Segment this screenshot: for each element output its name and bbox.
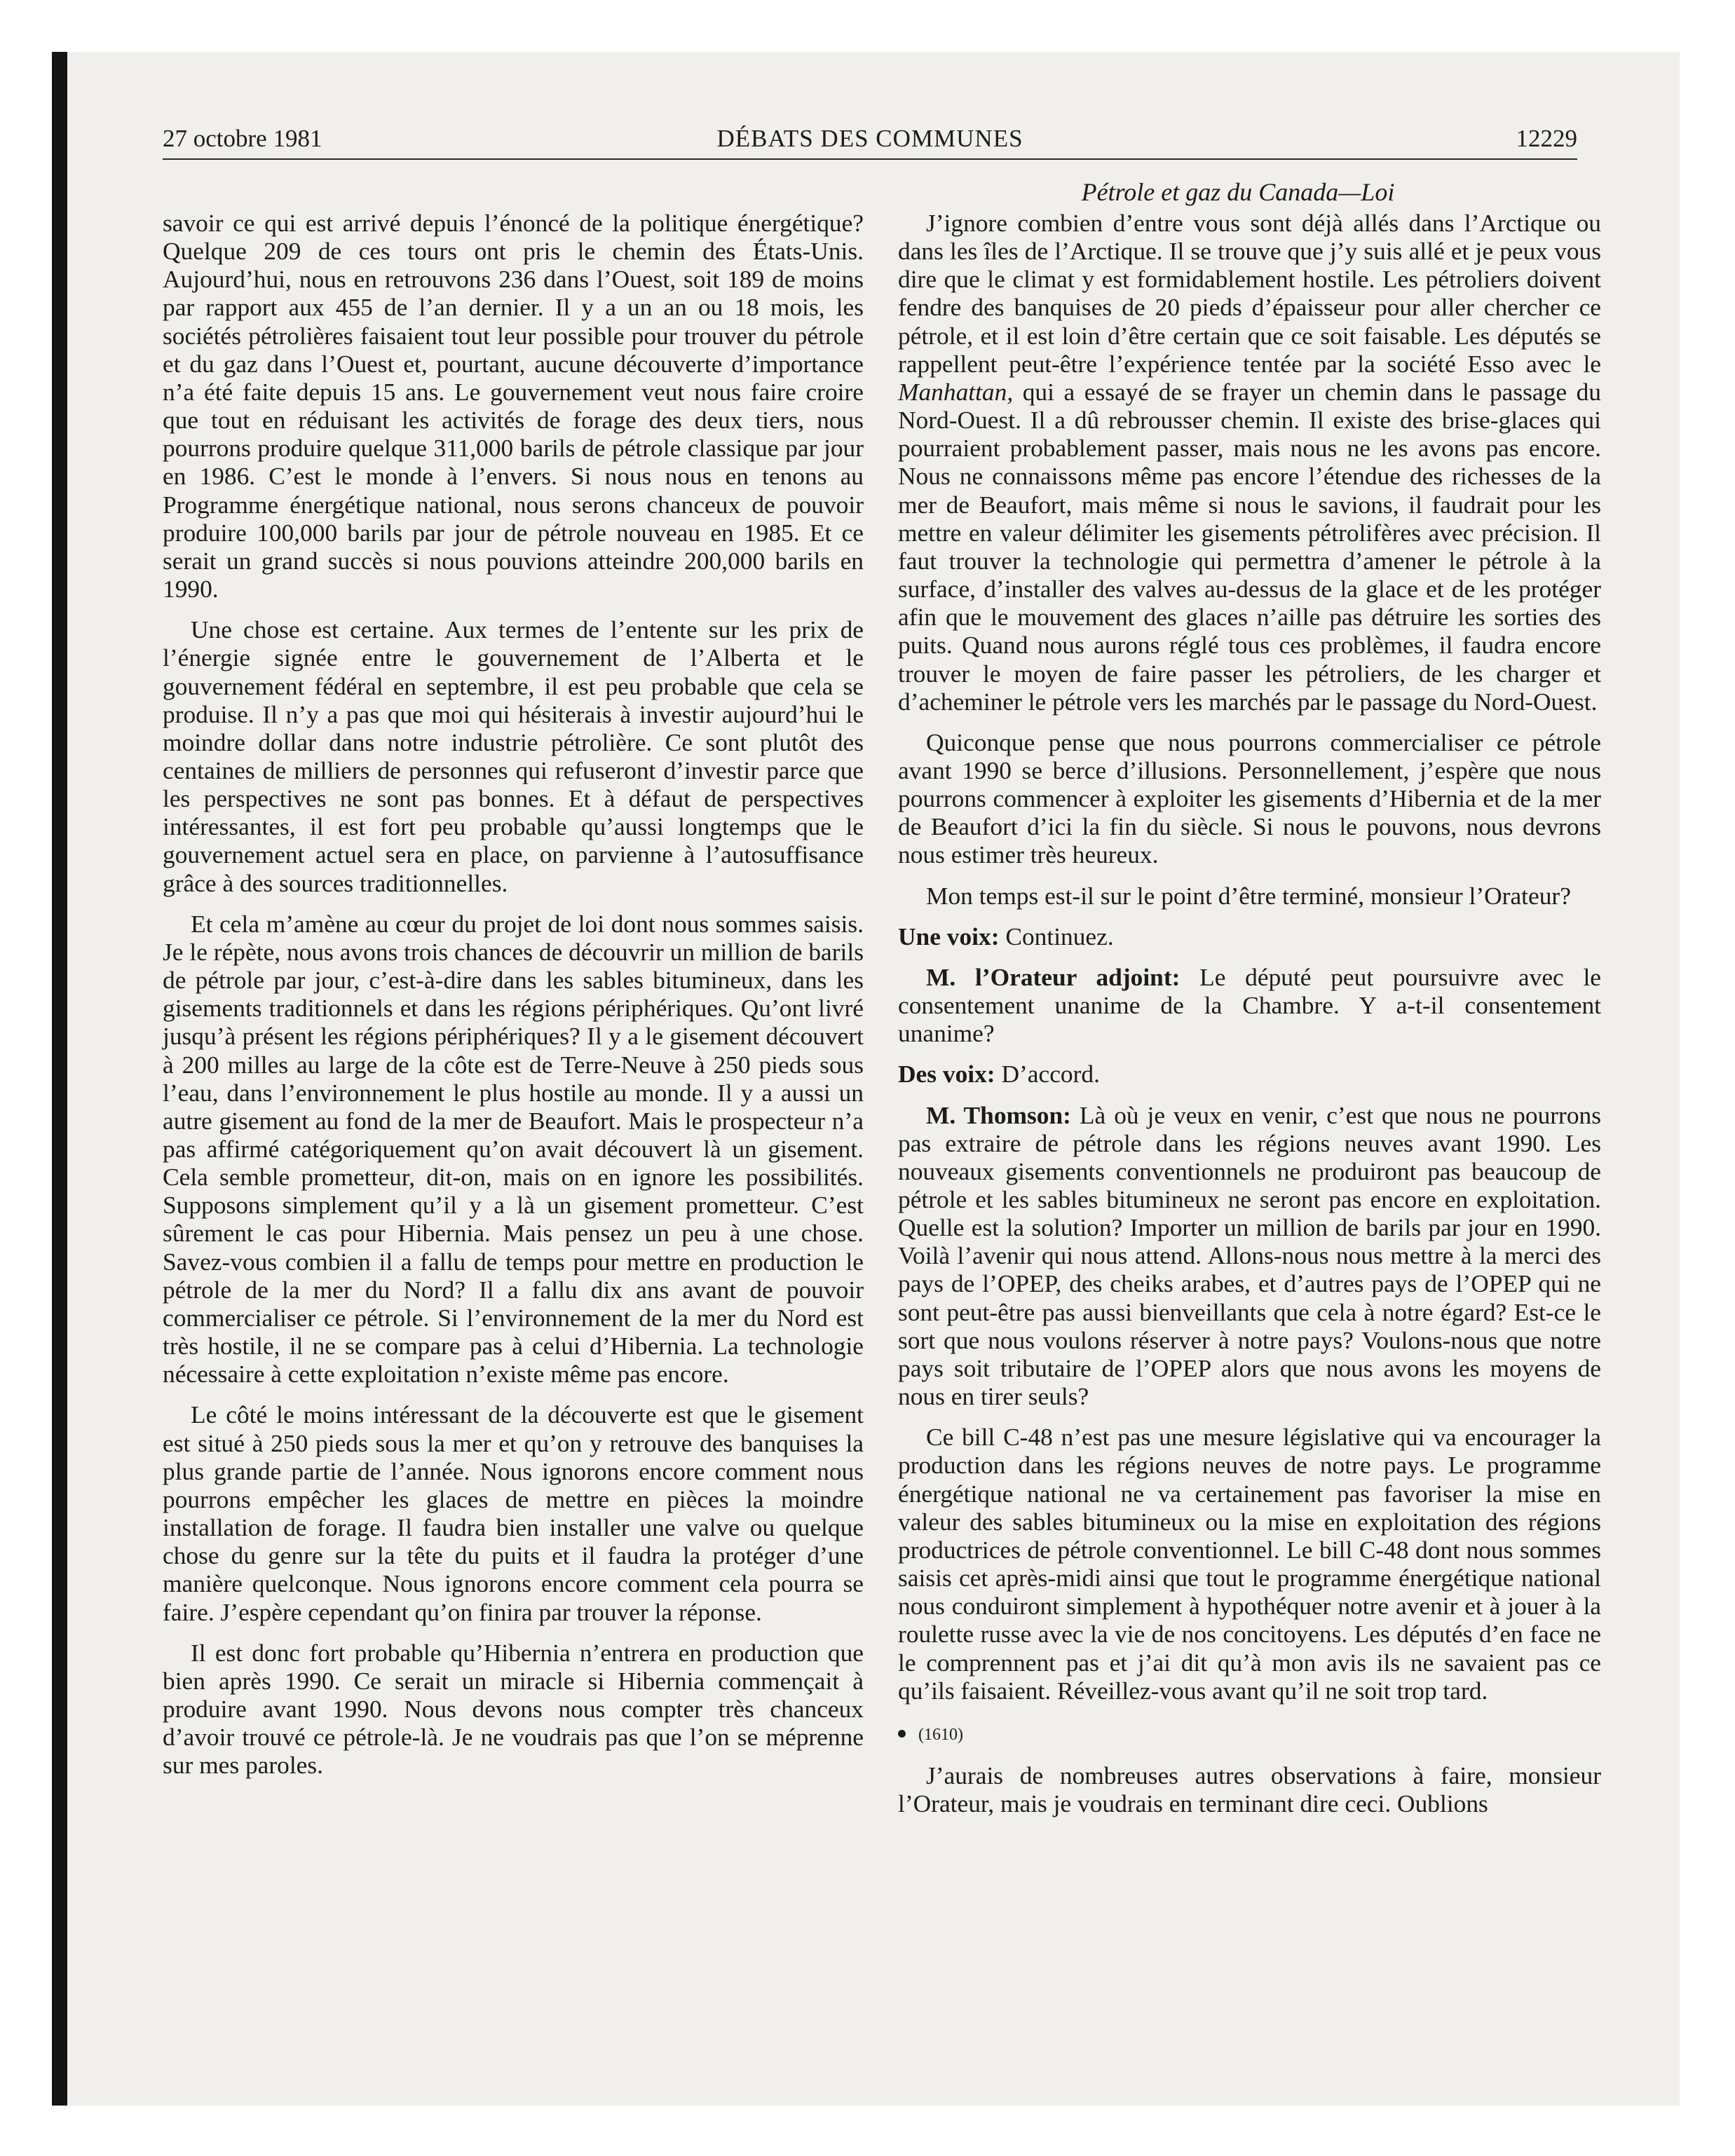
header-date: 27 octobre 1981 (163, 125, 322, 152)
paragraph: savoir ce qui est arrivé depuis l’énoncé de la politique énergétique? Quelque 209 de ces tours ont pris le chemin des États-Unis. Aujourd’hui, nous en retrouvons 236 dans l’Ouest, soit 189 de moins par rapport aux 455 de l’an dernier. Il y a un an ou 18 mois, les sociétés pétrolières faisaient tout leur possible pour trouver du pétrole et du gaz dans l’Ouest et, pourtant, aucune découverte d’importance n’a été faite depuis 15 ans. Le gouvernement veut nous faire croire que tout en réduisant les activités de forage des deux tiers, nous pourrons produire quelque 311,000 barils de pétrole classique par jour en 1986. C’est le monde à l’envers. Si nous nous en tenons au Programme énergétique national, nous serons chanceux de pouvoir produire 100,000 barils par jour de pétrole nouveau en 1985. Et ce serait un grand succès si nous pouvions atteindre 200,000 barils en 1990. (163, 209, 864, 603)
paragraph: Ce bill C-48 n’est pas une mesure législative qui va encourager la production dans les régions neuves de notre pays. Le programme énergétique national ne va certainement pas favoriser la mise en valeur des sables bitumineux ou la mise en exploitation des régions productrices de pétrole conventionnel. Le bill C-48 dont nous sommes saisis cet après-midi ainsi que tout le programme énergétique national nous conduiront simplement à hypothéquer notre avenir et à jouer à la roulette russe avec la vie de nos concitoyens. Les députés d’en face ne le comprennent pas et j’ai dit qu’à mon avis ils ne savaient pas ce qu’ils faisaient. Réveillez-vous avant qu’il ne soit trop tard. (898, 1423, 1601, 1705)
paragraph-text: D’accord. (995, 1060, 1100, 1089)
scan-edge-bar (52, 52, 67, 2106)
paragraph: J’aurais de nombreuses autres observations à faire, monsieur l’Orateur, mais je voudrais en terminant dire ceci. Oublions (898, 1761, 1601, 1818)
left-column (163, 209, 864, 1792)
paragraph: Une chose est certaine. Aux termes de l’entente sur les prix de l’énergie signée entre le gouvernement de l’Alberta et le gouvernement fédéral en septembre, il est peu probable que cela se produise. Il n’y a pas que moi qui hésiterais à investir aujourd’hui le moindre dollar dans notre industrie pétrolière. Ce sont plutôt des centaines de milliers de personnes qui refuseront d’investir parce que les perspectives ne sont pas bonnes. Et à défaut de perspectives intéressantes, il est fort peu probable qu’aussi longtemps que le gouvernement actuel sera en place, on parvienne à l’autosuffisance grâce à des sources traditionnelles. (163, 615, 864, 897)
ship-name: Manhattan, (898, 377, 1014, 406)
paragraph-text: Là où je veux en venir, c’est que nous ne pourrons pas extraire de pétrole dans les régions neuves avant 1990. Les nouveaux gisements conventionnels ne produiront pas beaucoup de pétrole et les sables bitumineux ne seront pas encore en exploitation. Quelle est la solution? Importer un million de barils par jour en 1990. Voilà l’avenir qui nous attend. Allons-nous nous mettre à la merci des pays de l’OPEP, des cheiks arabes, et d’autres pays de l’OPEP qui ne sont peut-être pas aussi bienveillants que cela à notre égard? Est-ce le sort que nous voulons réserver à notre pays? Voulons-nous que notre pays soit tributaire de l’OPEP alors que nous avons les moyens de nous en tirer seuls? (898, 1100, 1601, 1411)
paragraph: Mon temps est-il sur le point d’être terminé, monsieur l’Orateur? (926, 881, 1571, 910)
subject-heading: Pétrole et gaz du Canada—Loi (1081, 178, 1395, 206)
paragraph (898, 1060, 1601, 1088)
paragraph: Et cela m’amène au cœur du projet de loi dont nous sommes saisis. Je le répète, nous avons trois chances de découvrir un million de barils de pétrole par jour, c’est-à-dire dans les sables bitumineux, dans les gisements traditionnels et dans les régions périphériques. Qu’ont livré jusqu’à présent les régions périphériques? Il y a le gisement découvert à 200 milles au large de la côte est de Terre-Neuve à 250 pieds sous l’eau, dans l’environnement le plus hostile au monde. Il y a aussi un autre gisement au fond de la mer de Beaufort. Mais le prospecteur n’a pas affirmé catégoriquement qu’on avait découvert là un gisement. Cela semble prometteur, dit-on, mais on en ignore les possibilités. Supposons simplement qu’il y a là un gisement prometteur. C’est sûrement le cas pour Hibernia. Mais pensez un peu à une chose. Savez-vous combien il a fallu de temps pour mettre en production le pétrole de la mer du Nord? Il a fallu dix ans avant de pouvoir commercialiser ce pétrole. Si l’environnement de la mer du Nord est très hostile, il ne se compare pas à celui d’Hibernia. La technologie nécessaire à cette exploitation n’existe même pas encore. (163, 909, 864, 1389)
bullet-icon (898, 1730, 906, 1738)
paragraph (898, 209, 1601, 716)
timestamp: (1610) (918, 1725, 963, 1744)
paragraph (898, 922, 1601, 950)
right-column (898, 209, 1601, 1830)
paragraph (898, 963, 1601, 1047)
header-title: DÉBATS DES COMMUNES (716, 125, 1023, 152)
page-header (163, 123, 1577, 160)
header-page-number: 12229 (1516, 125, 1577, 152)
paragraph-text: J’ignore combien d’entre vous sont déjà allés dans l’Arctique ou dans les îles de l’Arctique. Il se trouve que j’y suis allé et je peux vous dire que le climat y est formidablement hostile. Les pétroliers doivent fendre des banquises de 20 pieds d’épaisseur pour aller chercher ce pétrole, et il est loin d’être certain que ce soit faisable. Les députés se rappellent peut-être l’expérience tentée par la société Esso avec le (898, 209, 1601, 378)
speaker-name: M. Thomson: (926, 1100, 1071, 1129)
speaker-name: Une voix: (898, 922, 1000, 950)
paragraph-text: qui a essayé de se frayer un chemin dans le passage du Nord-Ouest. Il a dû rebrousser chemin. Il existe des brise-glaces qui pourraient probablement passer, mais nous ne les avons pas encore. Nous ne connaissons même pas encore l’étendue des richesses de la mer de Beaufort, mais même si nous le savions, il faudrait pour les mettre en valeur délimiter les gisements pétrolifères avec précision. Il faut trouver la technologie qui permettra d’amener le pétrole à la surface, d’installer des valves au-dessus de la glace et de les protéger afin que le mouvement des glaces n’aille pas détruire les sorties des puits. Quand nous aurons réglé tous ces problèmes, il faudra encore trouver le moyen de faire passer les pétroliers, de les charger et d’acheminer le pétrole vers les marchés par le passage du Nord-Ouest. (898, 377, 1601, 716)
paragraph (898, 1101, 1601, 1411)
speaker-name: Des voix: (898, 1060, 995, 1089)
speaker-name: M. l’Orateur adjoint: (926, 962, 1181, 991)
paragraph: Le côté le moins intéressant de la découverte est que le gisement est situé à 250 pieds sous la mer et qu’on y retrouve des banquises la plus grande partie de l’année. Nous ignorons encore comment nous pourrons empêcher les glaces de mettre en pièces la moindre installation de forage. Il faudra bien installer une valve ou quelque chose du genre sur la tête du puits et il faudra la protéger d’une manière quelconque. Nous ignorons encore comment cela pourra se faire. J’espère cependant qu’on finira par trouver la réponse. (163, 1400, 864, 1626)
timestamp-line (898, 1717, 1601, 1749)
paragraph-text: Continuez. (999, 922, 1114, 950)
paragraph: Quiconque pense que nous pourrons commercialiser ce pétrole avant 1990 se berce d’illusions. Personnellement, j’espère que nous pourrons commencer à exploiter les gisements d’Hibernia et de la mer de Beaufort d’ici la fin du siècle. Si nous le pouvons, nous devrons nous estimer très heureux. (898, 728, 1601, 869)
paragraph-text: Le député peut poursuivre avec le consentement unanime de la Chambre. Y a-t-il consentement unanime? (898, 962, 1602, 1048)
paragraph: Il est donc fort probable qu’Hibernia n’entrera en production que bien après 1990. Ce serait un miracle si Hibernia commençait à produire avant 1990. Nous devons nous compter très chanceux d’avoir trouvé ce pétrole-là. Je ne voudrais pas que l’on se méprenne sur mes paroles. (163, 1638, 864, 1780)
